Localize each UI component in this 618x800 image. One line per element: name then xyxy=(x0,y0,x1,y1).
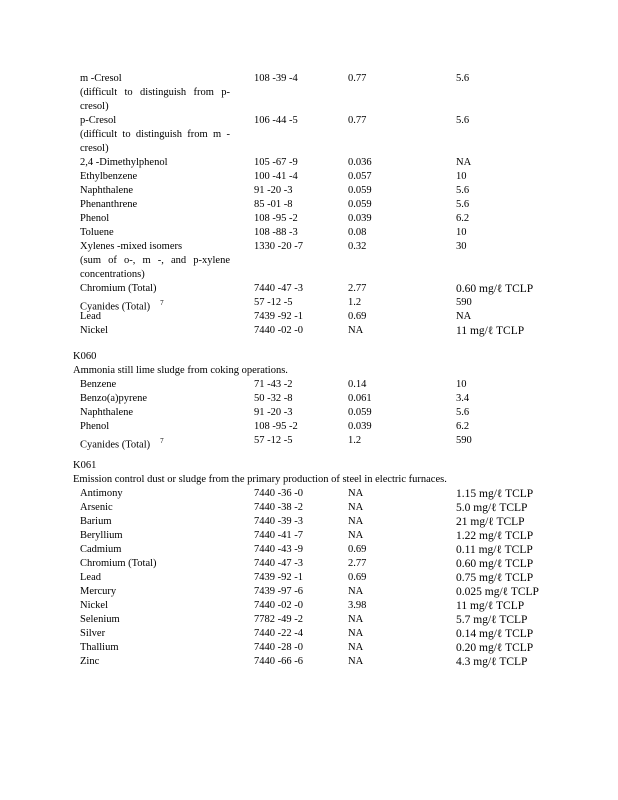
wastewater-standard: 0.039 xyxy=(348,213,372,224)
nonwastewater-standard: 4.3 mg/ℓ TCLP xyxy=(456,656,528,668)
nonwastewater-standard: 0.14 mg/ℓ TCLP xyxy=(456,628,534,640)
table-row xyxy=(0,324,618,338)
waste-description-k061: Emission control dust or sludge from the primary production of steel in electric furnaces. xyxy=(73,474,447,485)
wastewater-standard: 0.77 xyxy=(348,115,367,126)
constituent-name: Chromium (Total) xyxy=(80,558,157,569)
nonwastewater-standard: 0.75 mg/ℓ TCLP xyxy=(456,572,534,584)
constituent-name: Cyanides (Total) xyxy=(80,439,151,451)
cas-number: 50 -32 -8 xyxy=(254,393,293,404)
cas-number: 71 -43 -2 xyxy=(254,379,293,390)
constituent-name: Mercury xyxy=(80,586,117,597)
cas-number: 7440 -39 -3 xyxy=(254,516,303,527)
nonwastewater-standard: 0.60 mg/ℓ TCLP xyxy=(456,283,534,295)
cas-number: 7440 -02 -0 xyxy=(254,325,303,336)
cas-number: 7440 -47 -3 xyxy=(254,283,303,294)
wastewater-standard: 0.77 xyxy=(348,73,367,84)
cas-number: 7440 -22 -4 xyxy=(254,628,303,639)
table-row xyxy=(0,198,618,212)
constituent-name: Toluene xyxy=(80,227,114,238)
constituent-name: Benzo(a)pyrene xyxy=(80,393,148,404)
wastewater-standard: 0.036 xyxy=(348,157,372,168)
table-row xyxy=(0,72,618,86)
wastewater-standard: 0.69 xyxy=(348,572,367,583)
cas-number: 7440 -02 -0 xyxy=(254,600,303,611)
table-row xyxy=(0,515,618,529)
wastewater-standard: 0.69 xyxy=(348,311,367,322)
constituent-name: Chromium (Total) xyxy=(80,283,157,294)
nonwastewater-standard: 5.0 mg/ℓ TCLP xyxy=(456,502,528,514)
nonwastewater-standard: 0.20 mg/ℓ TCLP xyxy=(456,642,534,654)
constituent-name: Phenol xyxy=(80,421,110,432)
nonwastewater-standard: NA xyxy=(456,157,472,168)
wastewater-standard: NA xyxy=(348,586,364,597)
cas-number: 85 -01 -8 xyxy=(254,199,293,210)
table-row xyxy=(0,114,618,128)
nonwastewater-standard: 590 xyxy=(456,435,472,446)
table-row xyxy=(0,571,618,585)
nonwastewater-standard: 5.6 xyxy=(456,407,470,418)
constituent-name: Barium xyxy=(80,516,112,527)
cas-number: 108 -88 -3 xyxy=(254,227,298,238)
nonwastewater-standard: NA xyxy=(456,311,472,322)
constituent-note: (sum of o-, m -, and p-xylene concentrations) xyxy=(80,255,230,280)
wastewater-standard: 0.059 xyxy=(348,185,372,196)
nonwastewater-standard: 10 xyxy=(456,227,467,238)
cas-number: 91 -20 -3 xyxy=(254,185,293,196)
cas-number: 7439 -92 -1 xyxy=(254,572,303,583)
table-row xyxy=(0,641,618,655)
wastewater-standard: 0.08 xyxy=(348,227,367,238)
wastewater-standard: 2.77 xyxy=(348,283,367,294)
cas-number: 7440 -43 -9 xyxy=(254,544,303,555)
constituent-name: Antimony xyxy=(80,488,123,499)
cas-number: 1330 -20 -7 xyxy=(254,241,303,252)
nonwastewater-standard: 5.6 xyxy=(456,199,470,210)
constituent-name: Lead xyxy=(80,572,101,583)
table-row xyxy=(0,501,618,515)
cas-number: 100 -41 -4 xyxy=(254,171,298,182)
wastewater-standard: 0.039 xyxy=(348,421,372,432)
constituent-name: Cadmium xyxy=(80,544,122,555)
table-row xyxy=(0,378,618,392)
constituent-name: Beryllium xyxy=(80,530,123,541)
wastewater-standard: NA xyxy=(348,325,364,336)
nonwastewater-standard: 21 mg/ℓ TCLP xyxy=(456,516,525,528)
nonwastewater-standard: 5.6 xyxy=(456,115,470,126)
table-row xyxy=(0,170,618,184)
wastewater-standard: NA xyxy=(348,530,364,541)
constituent-name: Ethylbenzene xyxy=(80,171,138,182)
table-row xyxy=(0,655,618,669)
nonwastewater-standard: 0.025 mg/ℓ TCLP xyxy=(456,586,539,598)
constituent-name: Nickel xyxy=(80,600,108,611)
nonwastewater-standard: 6.2 xyxy=(456,421,470,432)
table-row xyxy=(0,487,618,501)
constituent-name: m -Cresol xyxy=(80,73,122,84)
waste-code-k060: K060 xyxy=(73,351,97,362)
wastewater-standard: 0.32 xyxy=(348,241,367,252)
cas-number: 7440 -28 -0 xyxy=(254,642,303,653)
footnote-marker: 7 xyxy=(160,437,164,445)
table-row xyxy=(0,627,618,641)
cas-number: 106 -44 -5 xyxy=(254,115,298,126)
nonwastewater-standard: 3.4 xyxy=(456,393,470,404)
table-row xyxy=(0,226,618,240)
table-row xyxy=(0,543,618,557)
cas-number: 7439 -92 -1 xyxy=(254,311,303,322)
table-row xyxy=(0,212,618,226)
cas-number: 7439 -97 -6 xyxy=(254,586,303,597)
footnote-marker: 7 xyxy=(160,299,164,307)
wastewater-standard: 0.059 xyxy=(348,407,372,418)
table-row xyxy=(0,282,618,296)
cas-number: 91 -20 -3 xyxy=(254,407,293,418)
table-row xyxy=(0,240,618,254)
nonwastewater-standard: 1.22 mg/ℓ TCLP xyxy=(456,530,534,542)
nonwastewater-standard: 30 xyxy=(456,241,467,252)
table-row xyxy=(0,406,618,420)
constituent-name: Phenol xyxy=(80,213,110,224)
constituent-name: Cyanides (Total) xyxy=(80,301,151,313)
table-row xyxy=(0,420,618,434)
constituent-name: Selenium xyxy=(80,614,120,625)
cas-number: 7440 -41 -7 xyxy=(254,530,303,541)
table-row xyxy=(0,392,618,406)
cas-number: 7440 -47 -3 xyxy=(254,558,303,569)
waste-code-k061: K061 xyxy=(73,460,97,471)
nonwastewater-standard: 590 xyxy=(456,297,472,308)
wastewater-standard: NA xyxy=(348,628,364,639)
cas-number: 105 -67 -9 xyxy=(254,157,298,168)
nonwastewater-standard: 5.6 xyxy=(456,73,470,84)
table-row xyxy=(0,296,618,313)
nonwastewater-standard: 10 xyxy=(456,379,467,390)
wastewater-standard: 3.98 xyxy=(348,600,367,611)
constituent-note: (difficult to distinguish from p-cresol) xyxy=(80,87,230,112)
table-row xyxy=(0,557,618,571)
constituent-name: Thallium xyxy=(80,642,119,653)
wastewater-standard: NA xyxy=(348,502,364,513)
wastewater-standard: 1.2 xyxy=(348,297,362,308)
constituent-name: Silver xyxy=(80,628,106,639)
constituent-name: Naphthalene xyxy=(80,407,134,418)
table-row xyxy=(0,184,618,198)
constituent-cell xyxy=(80,434,238,453)
nonwastewater-standard: 10 xyxy=(456,171,467,182)
table-row xyxy=(0,599,618,613)
cas-number: 108 -95 -2 xyxy=(254,421,298,432)
wastewater-standard: NA xyxy=(348,642,364,653)
waste-description-k060: Ammonia still lime sludge from coking operations. xyxy=(73,365,288,376)
nonwastewater-standard: 1.15 mg/ℓ TCLP xyxy=(456,488,534,500)
cas-number: 57 -12 -5 xyxy=(254,297,293,308)
constituent-name: Lead xyxy=(80,311,101,322)
constituent-name: Naphthalene xyxy=(80,185,134,196)
wastewater-standard: 0.061 xyxy=(348,393,372,404)
constituent-name: Zinc xyxy=(80,656,100,667)
wastewater-standard: NA xyxy=(348,656,364,667)
wastewater-standard: 0.14 xyxy=(348,379,367,390)
table-row xyxy=(0,613,618,627)
cas-number: 108 -39 -4 xyxy=(254,73,298,84)
nonwastewater-standard: 0.60 mg/ℓ TCLP xyxy=(456,558,534,570)
wastewater-standard: NA xyxy=(348,516,364,527)
table-row xyxy=(0,529,618,543)
cas-number: 108 -95 -2 xyxy=(254,213,298,224)
nonwastewater-standard: 5.7 mg/ℓ TCLP xyxy=(456,614,528,626)
nonwastewater-standard: 11 mg/ℓ TCLP xyxy=(456,600,525,612)
constituent-name: Nickel xyxy=(80,325,108,336)
cas-number: 57 -12 -5 xyxy=(254,435,293,446)
nonwastewater-standard: 5.6 xyxy=(456,185,470,196)
nonwastewater-standard: 6.2 xyxy=(456,213,470,224)
cas-number: 7782 -49 -2 xyxy=(254,614,303,625)
constituent-name: Xylenes -mixed isomers xyxy=(80,241,183,252)
wastewater-standard: 0.057 xyxy=(348,171,372,182)
constituent-name: Phenanthrene xyxy=(80,199,138,210)
constituent-name: 2,4 -Dimethylphenol xyxy=(80,157,168,168)
nonwastewater-standard: 11 mg/ℓ TCLP xyxy=(456,325,525,337)
wastewater-standard: NA xyxy=(348,614,364,625)
constituent-name: p-Cresol xyxy=(80,115,117,126)
wastewater-standard: 0.69 xyxy=(348,544,367,555)
nonwastewater-standard: 0.11 mg/ℓ TCLP xyxy=(456,544,533,556)
wastewater-standard: 2.77 xyxy=(348,558,367,569)
constituent-note: (difficult to distinguish from m -cresol) xyxy=(80,129,230,154)
cas-number: 7440 -66 -6 xyxy=(254,656,303,667)
wastewater-standard: 1.2 xyxy=(348,435,362,446)
table-row xyxy=(0,585,618,599)
wastewater-standard: NA xyxy=(348,488,364,499)
constituent-name: Benzene xyxy=(80,379,117,390)
constituent-name: Arsenic xyxy=(80,502,113,513)
table-row xyxy=(0,310,618,324)
table-row xyxy=(0,434,618,451)
table-row xyxy=(0,156,618,170)
cas-number: 7440 -38 -2 xyxy=(254,502,303,513)
wastewater-standard: 0.059 xyxy=(348,199,372,210)
cas-number: 7440 -36 -0 xyxy=(254,488,303,499)
